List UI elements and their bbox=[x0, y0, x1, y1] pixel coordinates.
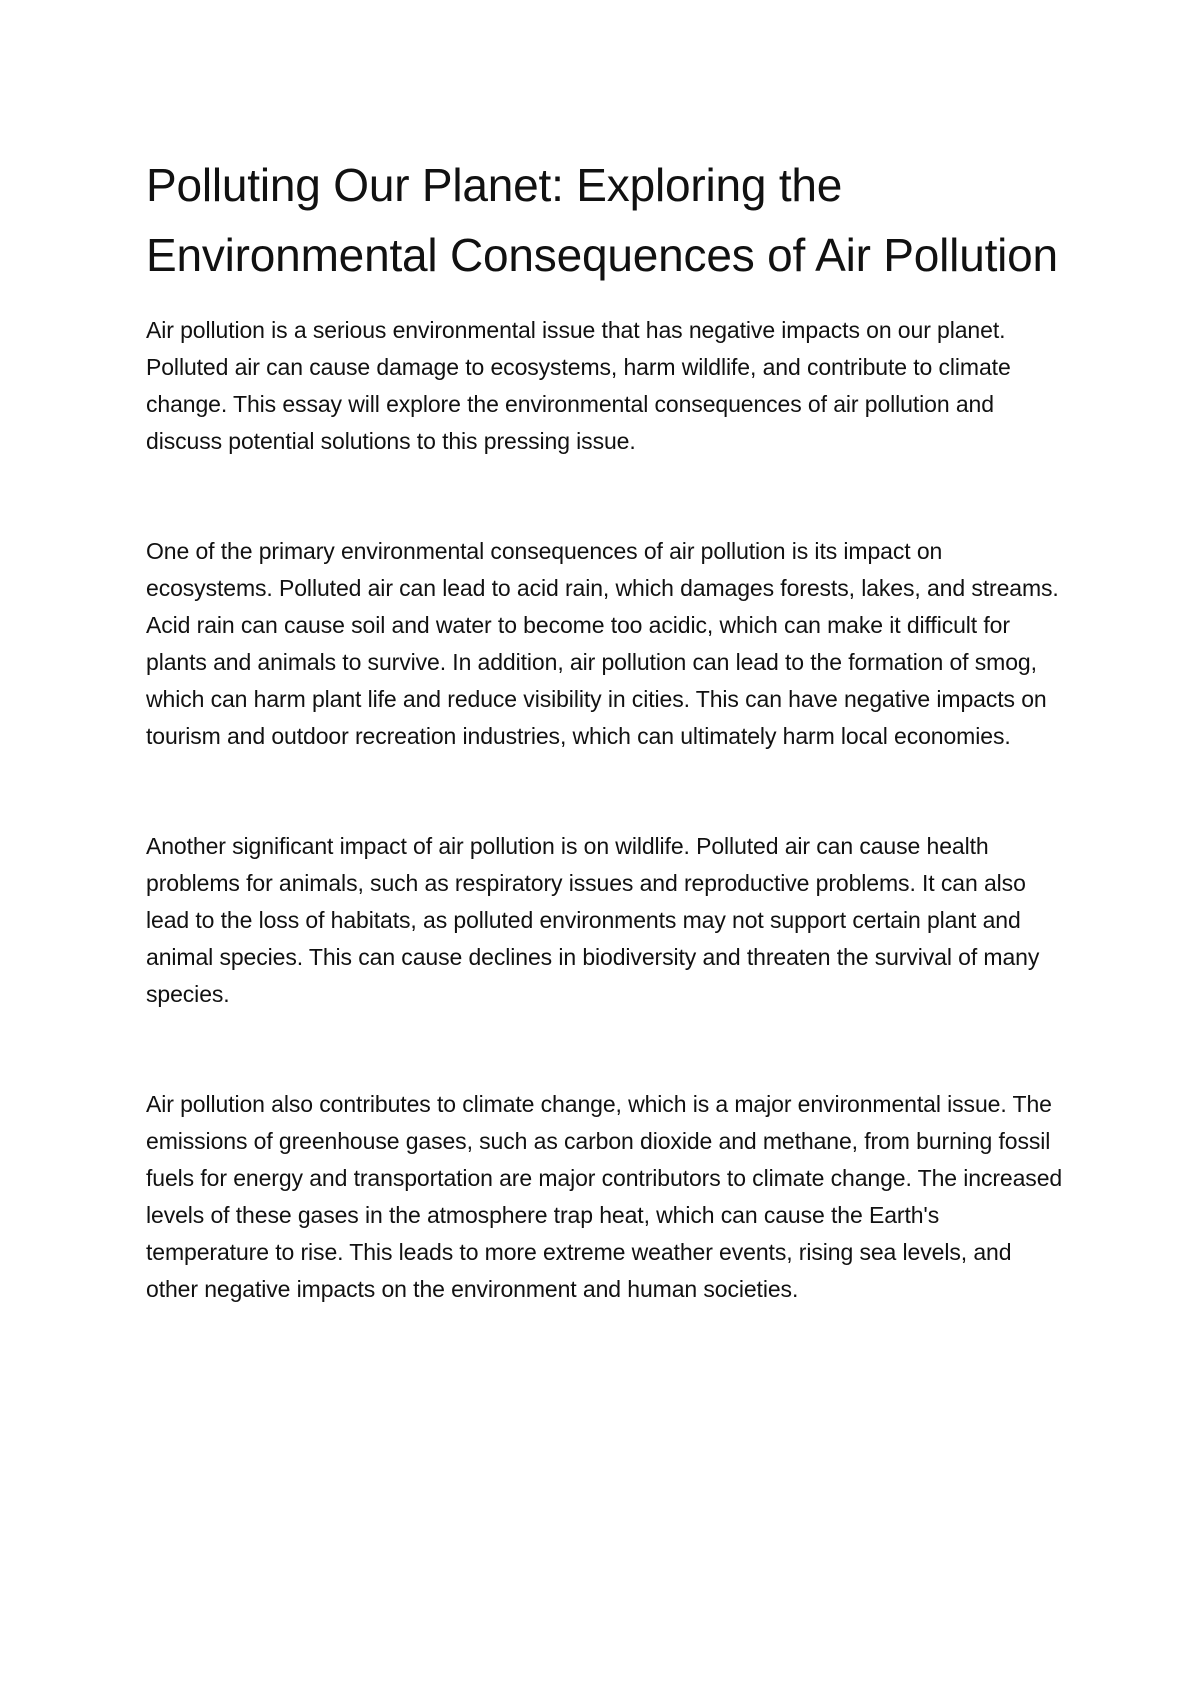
paragraph-ecosystems: One of the primary environmental consequences of air pollution is its impact on ecosystems. Polluted air can lead to acid rain, which damages forests, lakes, and streams. Acid rain can cause soil and water to become too acidic, which can make it difficult for plants and animals to survive. In addition, air pollution can lead to the formation of smog, which can harm plant life and reduce visibility in cities. This can have negative impacts on tourism and outdoor recreation industries, which can ultimately harm local economies. bbox=[146, 538, 1059, 749]
paragraph-climate-change: Air pollution also contributes to climate change, which is a major environmental issue. The emissions of greenhouse gases, such as carbon dioxide and methane, from burning fossil fuels for energy and transportation are major contributors to climate change. The increased levels of these gases in the atmosphere trap heat, which can cause the Earth's temperature to rise. This leads to more extreme weather events, rising sea levels, and other negative impacts on the environment and human societies. bbox=[146, 1091, 1063, 1302]
paragraph-introduction: Air pollution is a serious environmental issue that has negative impacts on our planet. Polluted air can cause damage to ecosystems, harm wildlife, and contribute to climate change. This essay will explore the environmental consequences of air pollution and discuss potential solutions to this pressing issue. bbox=[146, 317, 1011, 454]
paragraph-wildlife: Another significant impact of air pollution is on wildlife. Polluted air can cause health problems for animals, such as respiratory issues and reproductive problems. It can also lead to the loss of habitats, as polluted environments may not support certain plant and animal species. This can cause declines in biodiversity and threaten the survival of many species. bbox=[146, 833, 1040, 1007]
document-content bbox=[146, 150, 1066, 1308]
document-title: Polluting Our Planet: Exploring the Environmental Consequences of Air Pollution bbox=[146, 159, 1058, 281]
